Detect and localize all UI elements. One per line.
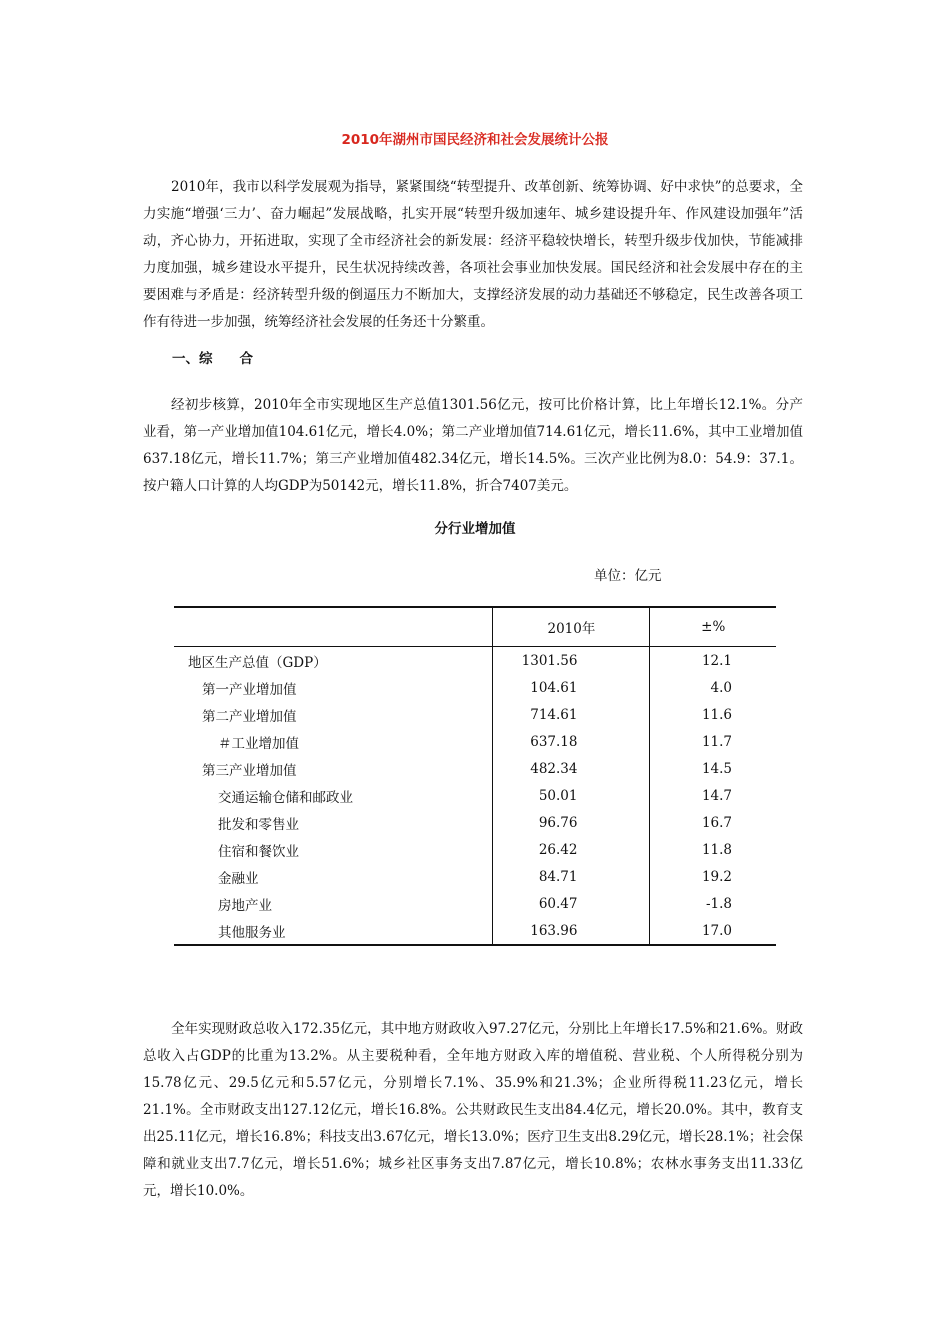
row-value: 50.01 <box>493 782 650 809</box>
table-row <box>174 701 776 728</box>
table-header-row <box>174 607 776 647</box>
document-title: 2010年湖州市国民经济和社会发展统计公报 <box>341 132 609 148</box>
finance-paragraph: 全年实现财政总收入172.35亿元，其中地方财政收入97.27亿元，分别比上年增长17.5%和21.6%。财政总收入占GDP的比重为13.2%。从主要税种看，全年地方财政入库的增值税、营业税、个人所得税分别为15.78亿元、29.5亿元和5.57亿元，分别增长7.1%、35.9%和21.3%；企业所得税11.23亿元，增长21.1%。全市财政支出127.12亿元，增长16.8%。公共财政民生支出84.4亿元，增长20.0%。其中，教育支出25.11亿元，增长16.8%；科技支出3.67亿元，增长13.0%；医疗卫生支出8.29亿元，增长28.1%；社会保障和就业支出7.7亿元，增长51.6%；城乡社区事务支出7.87亿元，增长10.8%；农林水事务支出11.33亿元，增长10.0%。 <box>143 1021 803 1199</box>
row-label: 住宿和餐饮业 <box>218 843 299 860</box>
row-change: 14.7 <box>650 782 776 809</box>
row-value: 714.61 <box>493 701 650 728</box>
table-row <box>174 809 776 836</box>
row-value: 482.34 <box>493 755 650 782</box>
row-label: 交通运输仓储和邮政业 <box>218 789 353 806</box>
table-row <box>174 917 776 945</box>
table-row <box>174 647 776 675</box>
row-change: 16.7 <box>650 809 776 836</box>
table-row <box>174 674 776 701</box>
table-unit: 单位：亿元 <box>594 568 662 584</box>
row-change: 17.0 <box>650 917 776 945</box>
row-label: 第二产业增加值 <box>202 708 297 725</box>
table-row <box>174 890 776 917</box>
header-year: 2010年 <box>493 607 650 647</box>
table-row <box>174 782 776 809</box>
row-change: -1.8 <box>650 890 776 917</box>
row-label: 金融业 <box>218 870 259 887</box>
row-label: 其他服务业 <box>174 917 493 945</box>
table-row <box>174 863 776 890</box>
industry-value-added-table <box>174 606 776 946</box>
row-change: 14.5 <box>650 755 776 782</box>
row-value: 96.76 <box>493 809 650 836</box>
row-change: 12.1 <box>650 647 776 675</box>
table-row <box>174 755 776 782</box>
row-change: 19.2 <box>650 863 776 890</box>
row-value: 26.42 <box>493 836 650 863</box>
header-label <box>174 607 493 647</box>
row-label: 第三产业增加值 <box>202 762 297 779</box>
row-change: 11.6 <box>650 701 776 728</box>
row-label: 房地产业 <box>218 897 272 914</box>
row-value: 84.71 <box>493 863 650 890</box>
intro-paragraph: 2010年，我市以科学发展观为指导，紧紧围绕“转型提升、改革创新、统筹协调、好中求快”的总要求，全力实施“增强‘三力’、奋力崛起”发展战略，扎实开展“转型升级加速年、城乡建设提升年、作风建设加强年”活动，齐心协力，开拓进取，实现了全市经济社会的新发展：经济平稳较快增长，转型升级步伐加快，节能减排力度加强，城乡建设水平提升，民生状况持续改善，各项社会事业加快发展。国民经济和社会发展中存在的主要困难与矛盾是：经济转型升级的倒逼压力不断加大，支撑经济发展的动力基础还不够稳定，民生改善各项工作有待进一步加强，统筹经济社会发展的任务还十分繁重。 <box>143 179 803 330</box>
row-value: 637.18 <box>493 728 650 755</box>
row-change: 11.8 <box>650 836 776 863</box>
row-label: 地区生产总值（GDP） <box>188 654 327 671</box>
header-change: ±% <box>650 607 776 647</box>
table-row <box>174 836 776 863</box>
row-value: 163.96 <box>493 917 650 945</box>
row-label: ＃工业增加值 <box>218 735 299 752</box>
row-value: 104.61 <box>493 674 650 701</box>
row-change: 11.7 <box>650 728 776 755</box>
section-heading-overview: 一、综 合 <box>172 351 253 367</box>
row-label: 批发和零售业 <box>218 816 299 833</box>
table-title: 分行业增加值 <box>434 521 516 537</box>
overview-paragraph: 经初步核算，2010年全市实现地区生产总值1301.56亿元，按可比价格计算，比上年增长12.1%。分产业看，第一产业增加值104.61亿元，增长4.0%；第二产业增加值714.61亿元，增长11.6%，其中工业增加值637.18亿元，增长11.7%；第三产业增加值482.34亿元，增长14.5%。三次产业比例为8.0：54.9：37.1。按户籍人口计算的人均GDP为50142元，增长11.8%，折合7407美元。 <box>143 397 803 494</box>
table-row <box>174 728 776 755</box>
row-change: 4.0 <box>650 674 776 701</box>
row-label: 第一产业增加值 <box>202 681 297 698</box>
row-value: 60.47 <box>493 890 650 917</box>
row-value: 1301.56 <box>493 647 650 675</box>
